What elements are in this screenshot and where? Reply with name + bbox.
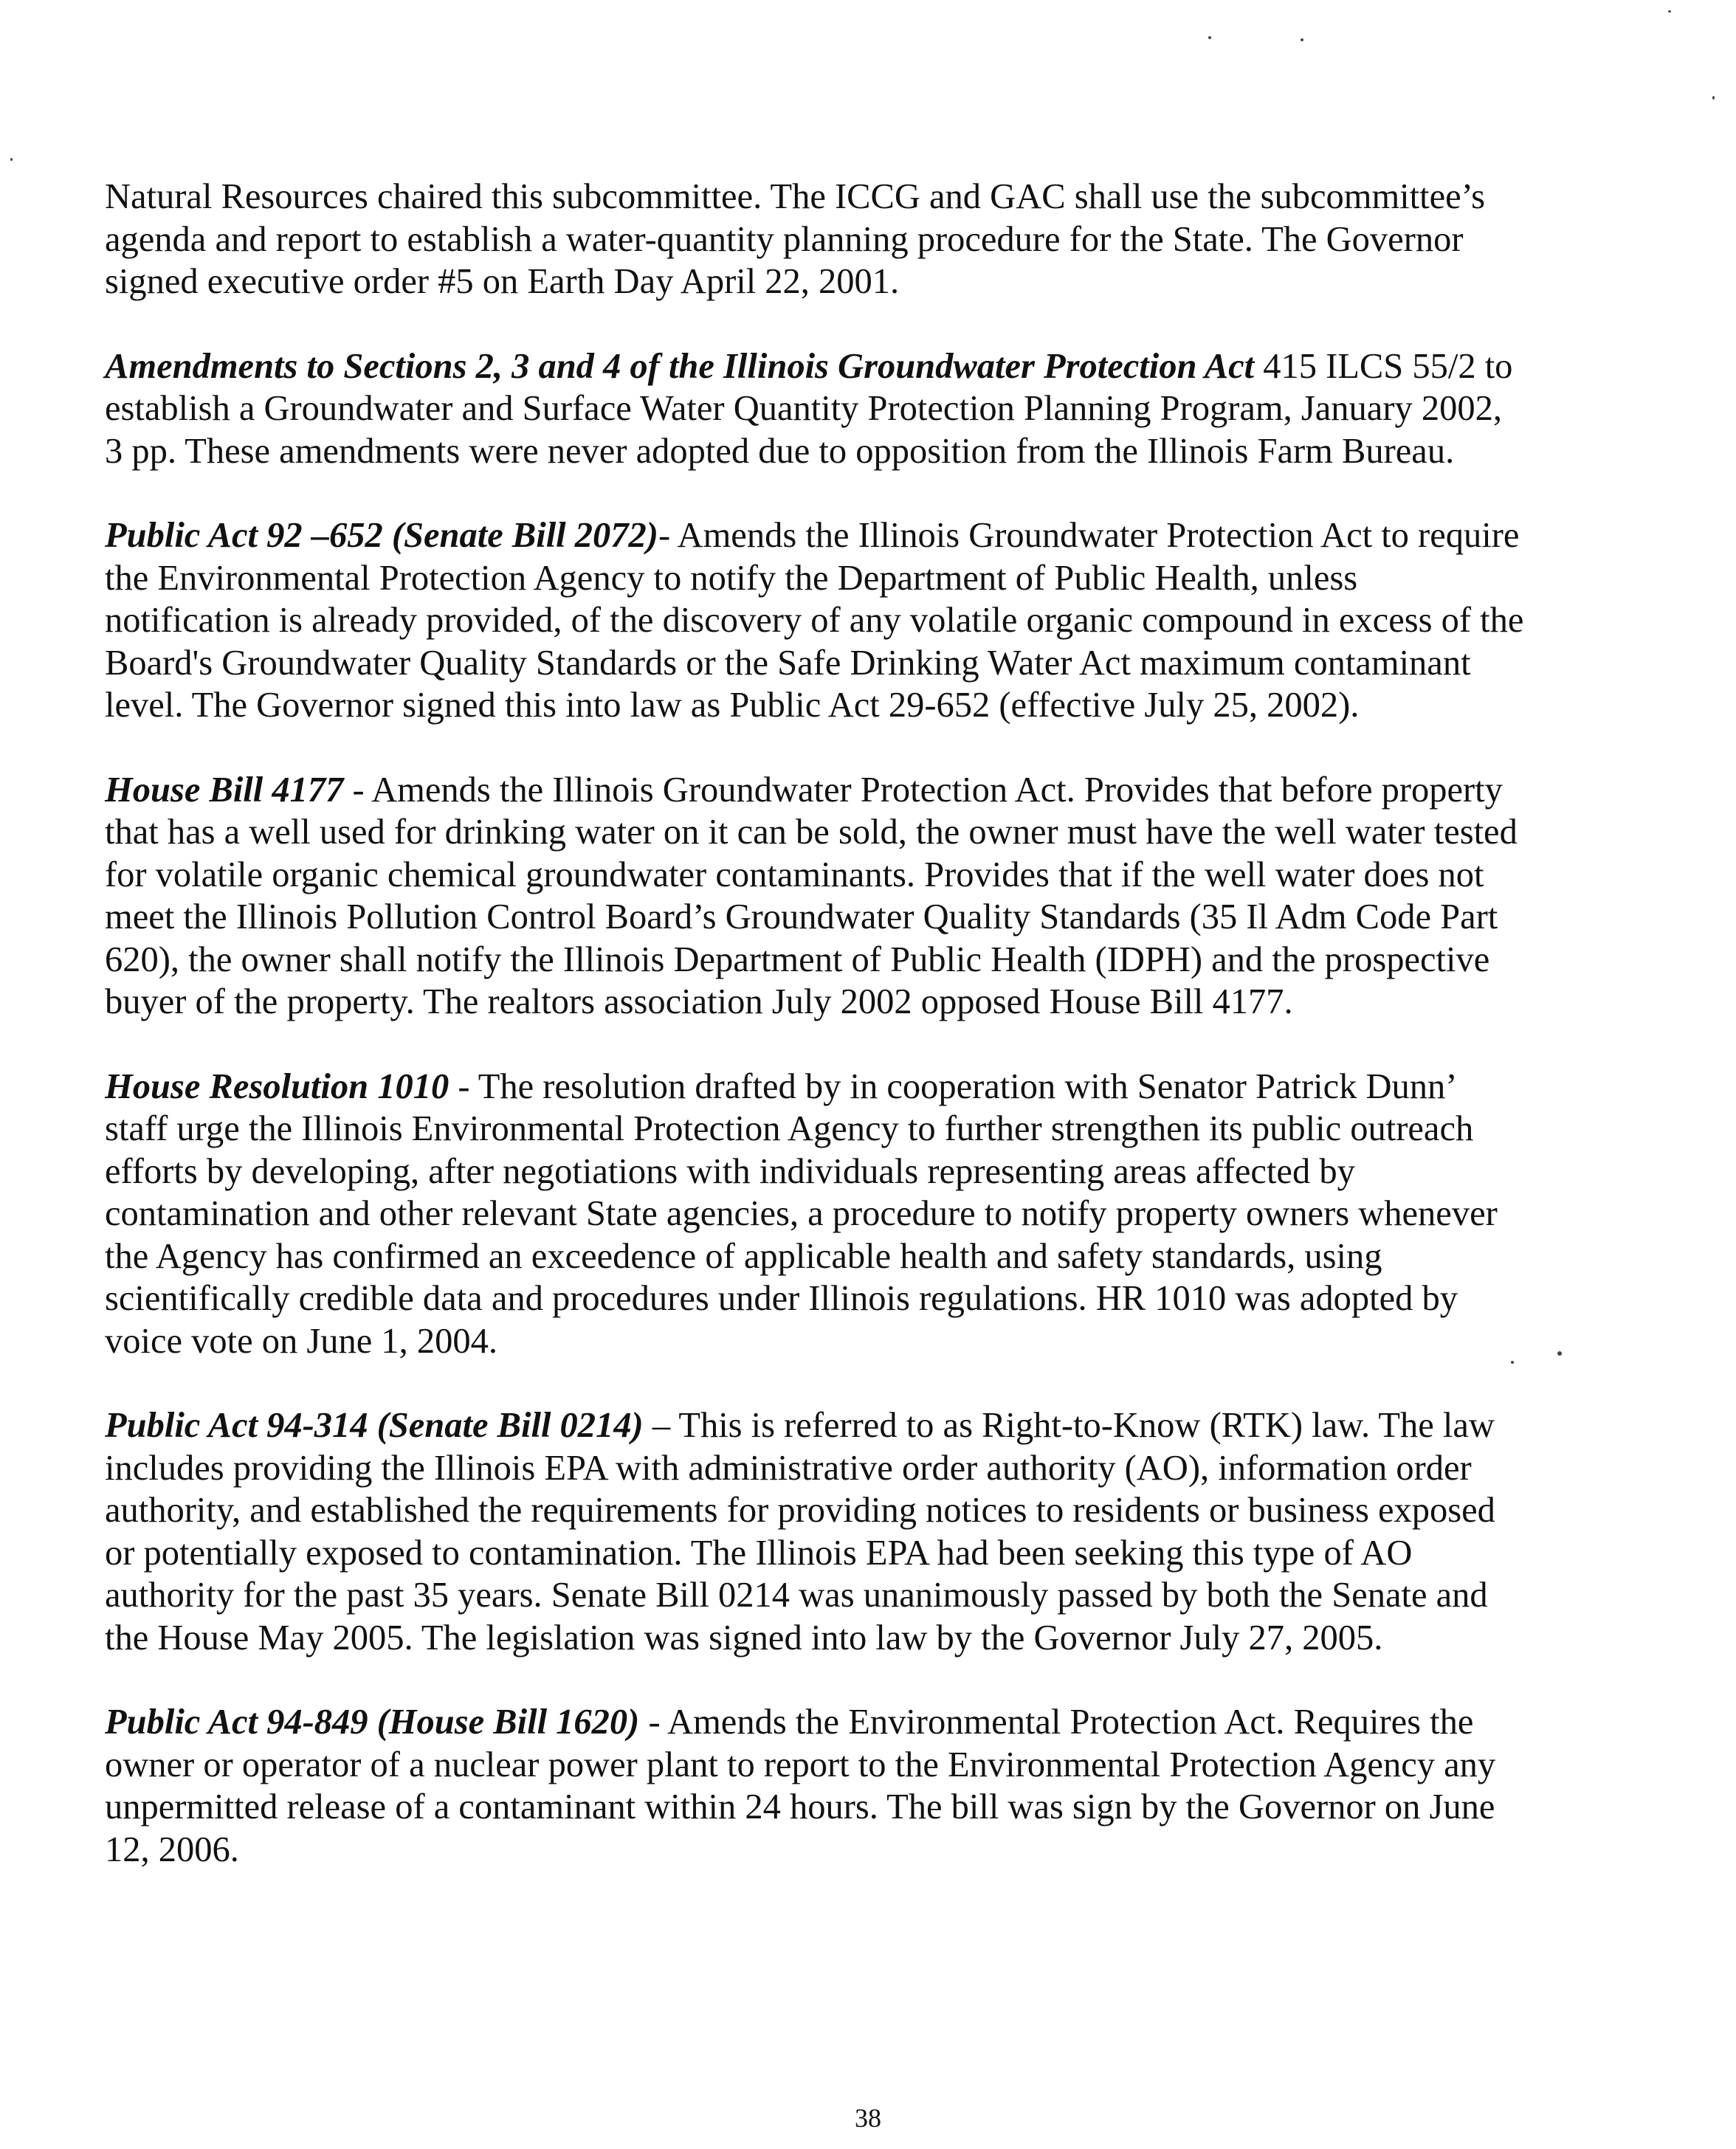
scan-speck [1712,96,1715,100]
paragraph-text: Natural Resources chaired this subcommittee. The ICCG and GAC shall use the subcommittee’s agenda and report to establish a water-quantity planning procedure for the State. The Governor signed executive order #5 on Earth Day April 22, 2001. [105,177,1485,301]
scan-speck [10,158,13,161]
document-body [105,176,1596,1871]
paragraph-house-bill-4177 [105,769,1596,1024]
paragraph-text: – This is referred to as Right-to-Know (RTK) law. The law includes providing the Illinois EPA with administrative order authority (AO), information order authority, and established the requirements for providing notices to residents or business exposed or potentially exposed to contamination. The Illinois EPA had been seeking this type of AO authority for the past 35 years. Senate Bill 0214 was unanimously passed by both the Senate and the House May 2005. The legislation was signed into law by the Governor July 27, 2005. [105,1406,1495,1658]
paragraph-lead: Public Act 92 –652 (Senate Bill 2072) [105,516,658,555]
paragraph-text: - Amends the Illinois Groundwater Protection Act. Provides that before property that has a well used for drinking water on it can be sold, the owner must have the well water tested for volatile organic chemical groundwater contaminants. Provides that if the well water does not meet the Illinois Pollution Control Board’s Groundwater Quality Standards (35 Il Adm Code Part 620), the owner shall notify the Illinois Department of Public Health (IDPH) and the prospective buyer of the property. The realtors association July 2002 opposed House Bill 4177. [105,770,1518,1021]
paragraph-text: - The resolution drafted by in cooperation with Senator Patrick Dunn’ staff urge the Illinois Environmental Protection Agency to further strengthen its public outreach efforts by developing, after negotiations with individuals representing areas affected by contamination and other relevant State agencies, a procedure to notify property owners whenever the Agency has confirmed an exceedence of applicable health and safety standards, using scientifically credible data and procedures under Illinois regulations. HR 1010 was adopted by voice vote on June 1, 2004. [105,1066,1498,1361]
scan-speck [1208,36,1211,39]
scan-speck [1668,10,1671,13]
paragraph-lead: Public Act 94-849 (House Bill 1620) [105,1703,640,1742]
paragraph-public-act-92-652 [105,514,1596,727]
page-number: 38 [855,2103,881,2133]
paragraph-text: - Amends the Illinois Groundwater Protection Act to require the Environmental Protection Agency to notify the Department of Public Health, unless notification is already provided, of the discovery of any volatile organic compound in excess of the Board's Groundwater Quality Standards or the Safe Drinking Water Act maximum contaminant level. The Governor signed this into law as Public Act 29-652 (effective July 25, 2002). [105,516,1524,725]
paragraph-public-act-94-849 [105,1701,1596,1871]
paragraph-public-act-94-314 [105,1404,1596,1659]
paragraph-house-resolution-1010 [105,1066,1596,1363]
paragraph-lead: Amendments to Sections 2, 3 and 4 of the Illinois Groundwater Protection Act [105,346,1255,386]
paragraph-text: 415 ILCS 55/2 to establish a Groundwater and Surface Water Quantity Protection Planning Program, January 2002, 3 pp. These amendments were never adopted due to opposition from the Illinois Farm Bureau. [105,346,1513,471]
paragraph-text: - Amends the Environmental Protection Act. Requires the owner or operator of a nuclear power plant to report to the Environmental Protection Agency any unpermitted release of a contaminant within 24 hours. The bill was sign by the Governor on June 12, 2006. [105,1703,1496,1869]
paragraph-lead: House Bill 4177 [105,770,344,810]
scan-speck [1301,38,1303,41]
paragraph-subcommittee [105,176,1596,303]
paragraph-lead: House Resolution 1010 [105,1066,450,1106]
paragraph-lead: Public Act 94-314 (Senate Bill 0214) [105,1406,644,1445]
paragraph-amendments [105,345,1596,473]
